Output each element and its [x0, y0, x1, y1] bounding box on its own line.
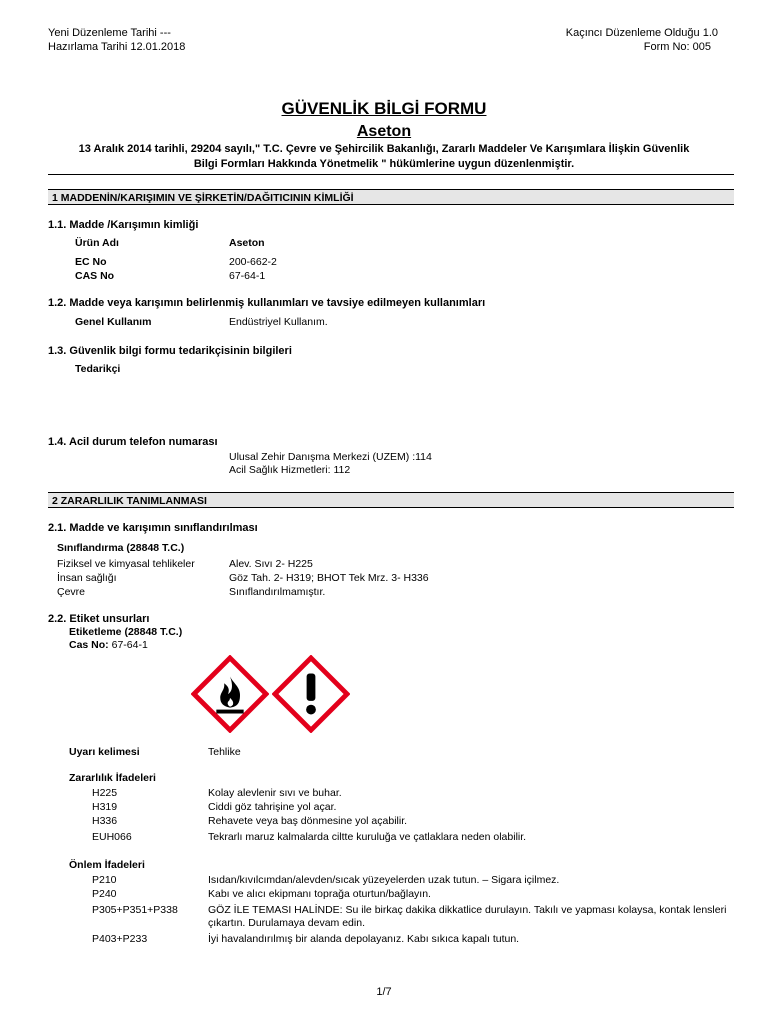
label-cas-value: 67-64-1 [108, 639, 148, 651]
precaution-code: P210 [92, 874, 117, 886]
precaution-code: P403+P233 [92, 933, 148, 945]
ec-no-value: 200-662-2 [229, 256, 277, 268]
section-1-heading: 1 MADDENİN/KARIŞIMIN VE ŞİRKETİN/DAĞITICININ KİMLİĞİ [48, 189, 734, 205]
exclamation-icon [272, 655, 350, 733]
supplier-label: Tedarikçi [75, 363, 121, 375]
hazard-text: Rehavete veya baş dönmesine yol açabilir. [208, 815, 408, 827]
revision-date: Yeni Düzenleme Tarihi --- [48, 27, 171, 39]
subsection-2-2: 2.2. Etiket unsurları [48, 613, 150, 625]
class-row-label: Fiziksel ve kimyasal tehlikeler [57, 558, 195, 570]
hazard-text: Ciddi göz tahrişine yol açar. [208, 801, 337, 813]
precaution-text: İyi havalandırılmış bir alanda depolayanız. Kabı sıkıca kapalı tutun. [208, 933, 520, 945]
regulation-line-1: 13 Aralık 2014 tarihli, 29204 sayılı," T.C. Çevre ve Şehircilik Bakanlığı, Zararlı Maddeler Ve Karışımlara İlişkin Güvenlik [78, 143, 690, 155]
classification-title: Sınıflandırma (28848 T.C.) [57, 542, 185, 554]
section-2-heading: 2 ZARARLILIK TANIMLANMASI [48, 492, 734, 508]
hazard-code: H319 [92, 801, 118, 813]
form-number: Form No: 005 [643, 41, 711, 53]
signal-word-label: Uyarı kelimesi [69, 746, 140, 758]
hazard-code: EUH066 [92, 831, 132, 843]
hazard-text: Tekrarlı maruz kalmalarda ciltte kuruluğa ve çatlaklara neden olabilir. [208, 831, 527, 843]
label-cas-line [69, 639, 148, 652]
hazard-statements-title: Zararlılık İfadeleri [69, 772, 156, 784]
page-number: 1/7 [376, 986, 392, 998]
ec-no-label: EC No [75, 256, 107, 268]
precaution-statements-title: Önlem İfadeleri [69, 859, 145, 871]
class-row-value: Sınıflandırılmamıştır. [229, 586, 326, 598]
label-cas-label: Cas No: [69, 639, 109, 651]
precaution-text: Isıdan/kıvılcımdan/alevden/sıcak yüzeyelerden uzak tutun. – Sigara içilmez. [208, 874, 560, 886]
hazard-code: H336 [92, 815, 118, 827]
subsection-1-1: 1.1. Madde /Karışımın kimliği [48, 219, 199, 231]
hazard-text: Kolay alevlenir sıvı ve buhar. [208, 787, 342, 799]
flame-icon [191, 655, 269, 733]
emergency-phone-1: Ulusal Zehir Danışma Merkezi (UZEM) :114 [229, 451, 432, 463]
precaution-text: GÖZ İLE TEMASI HALİNDE: Su ile birkaç dakika dikkatlice durulayın. Takılı ve yapması kolaysa, kontak lensleri çıkartın. Durulamaya devam edin. [208, 904, 727, 929]
subsection-2-1: 2.1. Madde ve karışımın sınıflandırılması [48, 522, 258, 534]
subsection-1-4: 1.4. Acil durum telefon numarası [48, 436, 218, 448]
subsection-1-3: 1.3. Güvenlik bilgi formu tedarikçisinin bilgileri [48, 345, 292, 357]
product-title: Aseton [356, 123, 412, 140]
class-row-label: İnsan sağlığı [57, 572, 117, 584]
general-use-value: Endüstriyel Kullanım. [229, 316, 328, 328]
document-title: GÜVENLİK BİLGİ FORMU [281, 99, 487, 118]
subsection-1-2: 1.2. Madde veya karışımın belirlenmiş kullanımları ve tavsiye edilmeyen kullanımları [48, 297, 486, 309]
signal-word-value: Tehlike [208, 746, 241, 758]
revision-number: Kaçıncı Düzenleme Olduğu 1.0 [565, 27, 718, 39]
divider [48, 174, 734, 175]
hazard-code: H225 [92, 787, 118, 799]
labelling-title: Etiketleme (28848 T.C.) [69, 626, 183, 638]
cas-no-value: 67-64-1 [229, 270, 266, 282]
regulation-line-2: Bilgi Formları Hakkında Yönetmelik " hükümlerine uygun düzenlenmiştir. [193, 158, 575, 170]
preparation-date: Hazırlama Tarihi 12.01.2018 [48, 41, 186, 53]
product-name-value: Aseton [229, 237, 265, 249]
product-name-label: Ürün Adı [75, 237, 119, 249]
precaution-code: P240 [92, 888, 117, 900]
cas-no-label: CAS No [75, 270, 115, 282]
precaution-code: P305+P351+P338 [92, 904, 178, 916]
emergency-phone-2: Acil Sağlık Hizmetleri: 112 [229, 464, 351, 476]
class-row-value: Göz Tah. 2- H319; BHOT Tek Mrz. 3- H336 [229, 572, 429, 584]
general-use-label: Genel Kullanım [75, 316, 152, 328]
class-row-label: Çevre [57, 586, 86, 598]
precaution-text: Kabı ve alıcı ekipmanı toprağa oturtun/bağlayın. [208, 888, 431, 900]
class-row-value: Alev. Sıvı 2- H225 [229, 558, 313, 570]
